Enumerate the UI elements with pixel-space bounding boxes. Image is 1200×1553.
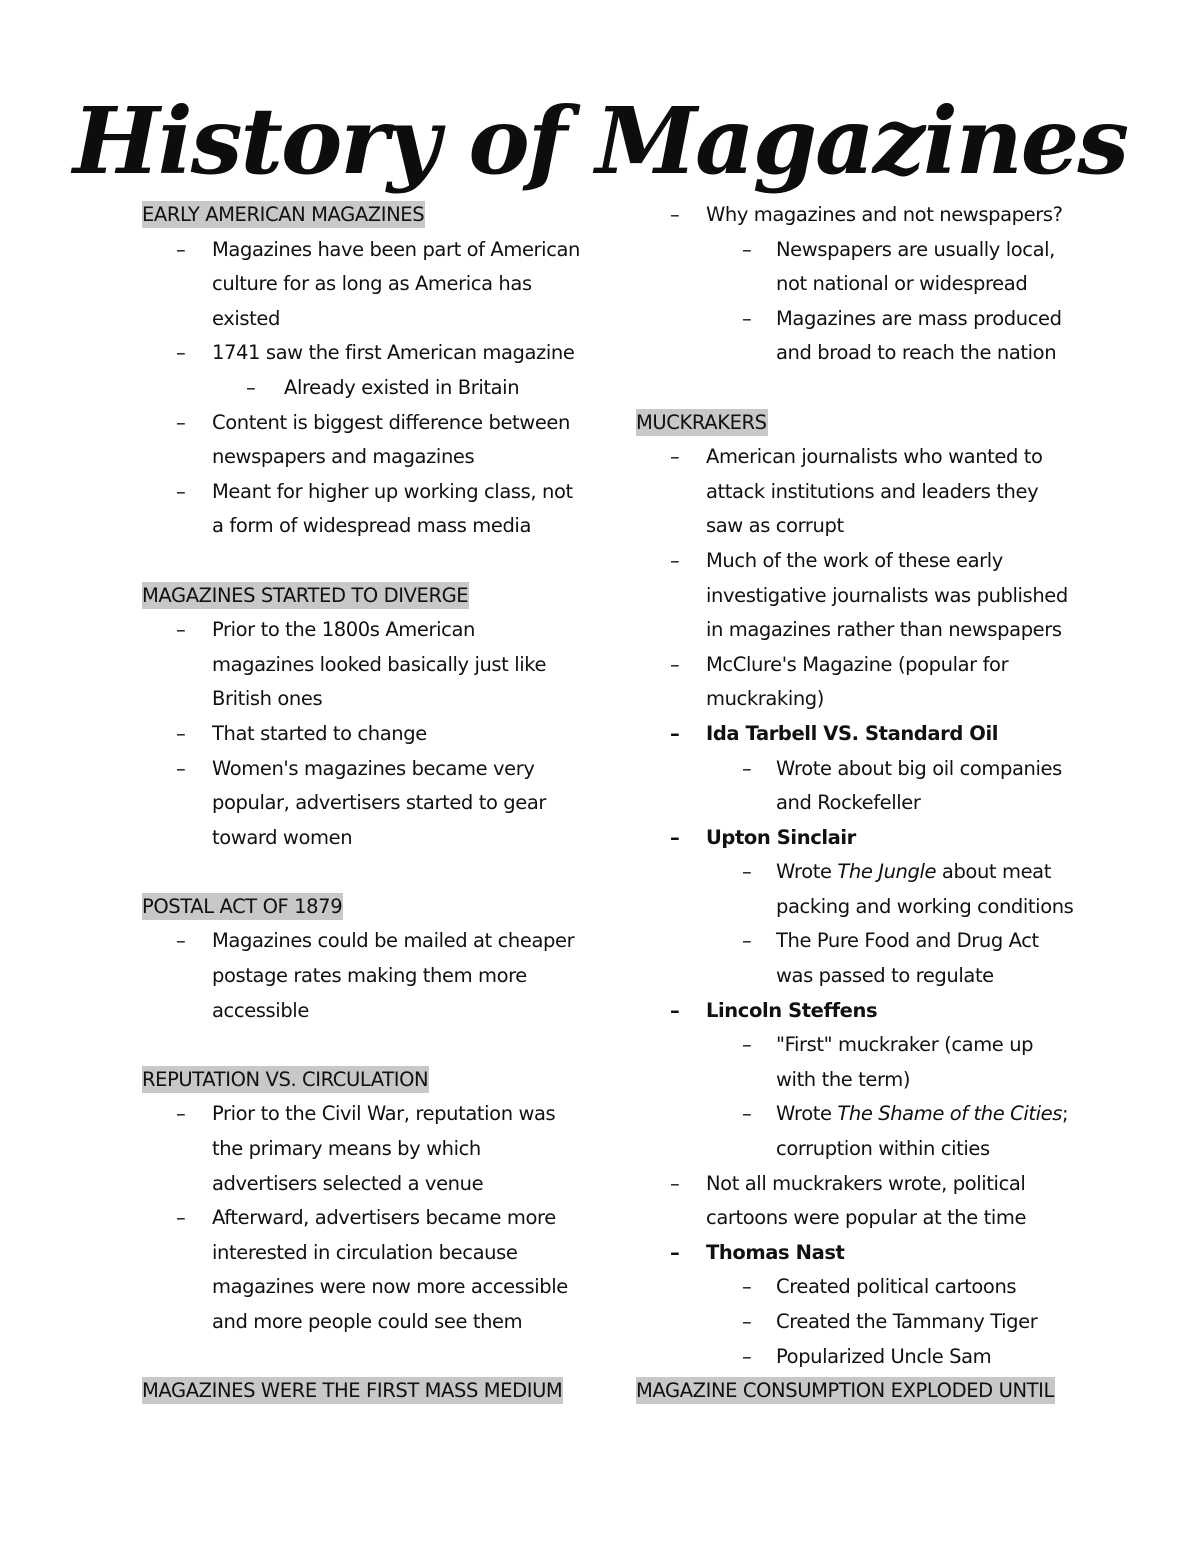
bullet-cont: muckraking) — [706, 687, 824, 711]
bullet: – Magazines have been part of American — [176, 237, 581, 261]
sub-bullet-cont: packing and working conditions — [776, 894, 1074, 918]
page-title: History of Magazines — [72, 87, 1128, 195]
bullet: – Prior to the Civil War, reputation was — [176, 1102, 556, 1126]
sub-bullet-cont: with the term) — [776, 1067, 911, 1091]
bullet-cont: and more people could see them — [212, 1310, 523, 1333]
left-column — [142, 198, 582, 1409]
bullet-cont: postage rates making them more — [212, 964, 527, 988]
bullet: – Meant for higher up working class, not — [176, 479, 573, 503]
bullet: – That started to change — [176, 721, 427, 745]
bullet: – Afterward, advertisers became more — [176, 1206, 556, 1230]
sub-bullet: – The Pure Food and Drug Act — [742, 929, 1039, 953]
sub-bullet: – Created political cartoons — [742, 1275, 1017, 1299]
sub-bullet-cont: was passed to regulate — [776, 964, 994, 988]
bullet-cont: in magazines rather than newspapers — [706, 618, 1062, 642]
bullet: – Magazines could be mailed at cheaper — [176, 929, 575, 953]
bullet-cont: saw as corrupt — [706, 514, 844, 538]
bullet-cont: accessible — [212, 998, 309, 1022]
bullet-bold: – Upton Sinclair — [670, 825, 856, 849]
sub-bullet: – Created the Tammany Tiger — [742, 1310, 1038, 1333]
bullet-cont: culture for as long as America has — [212, 272, 532, 296]
sub-bullet: – Wrote The Shame of the Cities; — [742, 1102, 1069, 1126]
sub-bullet: – Wrote about big oil companies — [742, 756, 1062, 780]
sub-bullet-cont: corruption within cities — [776, 1137, 990, 1161]
sub-bullet: – Popularized Uncle Sam — [742, 1344, 992, 1368]
bullet-cont: the primary means by which — [212, 1137, 481, 1161]
sub-bullet: – Magazines are mass produced — [742, 306, 1062, 330]
section-heading: MAGAZINE CONSUMPTION EXPLODED UNTIL — [636, 1379, 1054, 1403]
bullet: – American journalists who wanted to — [670, 445, 1043, 469]
sub-bullet-cont: not national or widespread — [776, 272, 1028, 296]
bullet-bold: – Lincoln Steffens — [670, 998, 878, 1022]
bullet-cont: attack institutions and leaders they — [706, 479, 1039, 503]
section-heading: EARLY AMERICAN MAGAZINES — [142, 203, 425, 226]
section-heading: MAGAZINES WERE THE FIRST MASS MEDIUM — [142, 1379, 563, 1403]
section-heading: MUCKRAKERS — [636, 410, 767, 434]
bullet: – 1741 saw the first American magazine — [176, 341, 575, 365]
bullet: – McClure's Magazine (popular for — [670, 652, 1009, 676]
bullet-cont: toward women — [212, 825, 353, 849]
right-column — [636, 198, 1076, 1409]
bullet-cont: investigative journalists was published — [706, 583, 1068, 607]
sub-bullet-cont: and broad to reach the nation — [776, 341, 1057, 365]
bullet: – Content is biggest difference between — [176, 410, 570, 434]
bullet-bold: – Thomas Nast — [670, 1240, 845, 1264]
sub-bullet: – Wrote The Jungle about meat — [742, 860, 1051, 884]
bullet: – Much of the work of these early — [670, 548, 1003, 572]
sub-bullet-cont: and Rockefeller — [776, 791, 921, 815]
sub-bullet: – Already existed in Britain — [246, 375, 520, 399]
bullet-cont: existed — [212, 306, 280, 330]
bullet: – Women's magazines became very — [176, 756, 535, 780]
bullet-cont: magazines were now more accessible — [212, 1275, 568, 1299]
bullet: – Why magazines and not newspapers? — [670, 203, 1063, 226]
bullet: – Not all muckrakers wrote, political — [670, 1171, 1026, 1195]
sub-bullet: – Newspapers are usually local, — [742, 237, 1055, 261]
bullet-cont: newspapers and magazines — [212, 445, 475, 469]
bullet-cont: magazines looked basically just like — [212, 652, 547, 676]
bullet-cont: cartoons were popular at the time — [706, 1206, 1027, 1230]
bullet-cont: interested in circulation because — [212, 1240, 518, 1264]
bullet: – Prior to the 1800s American — [176, 618, 475, 642]
bullet-cont: British ones — [212, 687, 323, 711]
section-heading: POSTAL ACT OF 1879 — [142, 894, 343, 918]
sub-bullet: – "First" muckraker (came up — [742, 1033, 1034, 1057]
bullet-cont: popular, advertisers started to gear — [212, 791, 547, 815]
bullet-bold: – Ida Tarbell VS. Standard Oil — [670, 721, 999, 745]
section-heading: MAGAZINES STARTED TO DIVERGE — [142, 583, 469, 607]
section-heading: REPUTATION VS. CIRCULATION — [142, 1067, 429, 1091]
bullet-cont: advertisers selected a venue — [212, 1171, 484, 1195]
bullet-cont: a form of widespread mass media — [212, 514, 531, 538]
